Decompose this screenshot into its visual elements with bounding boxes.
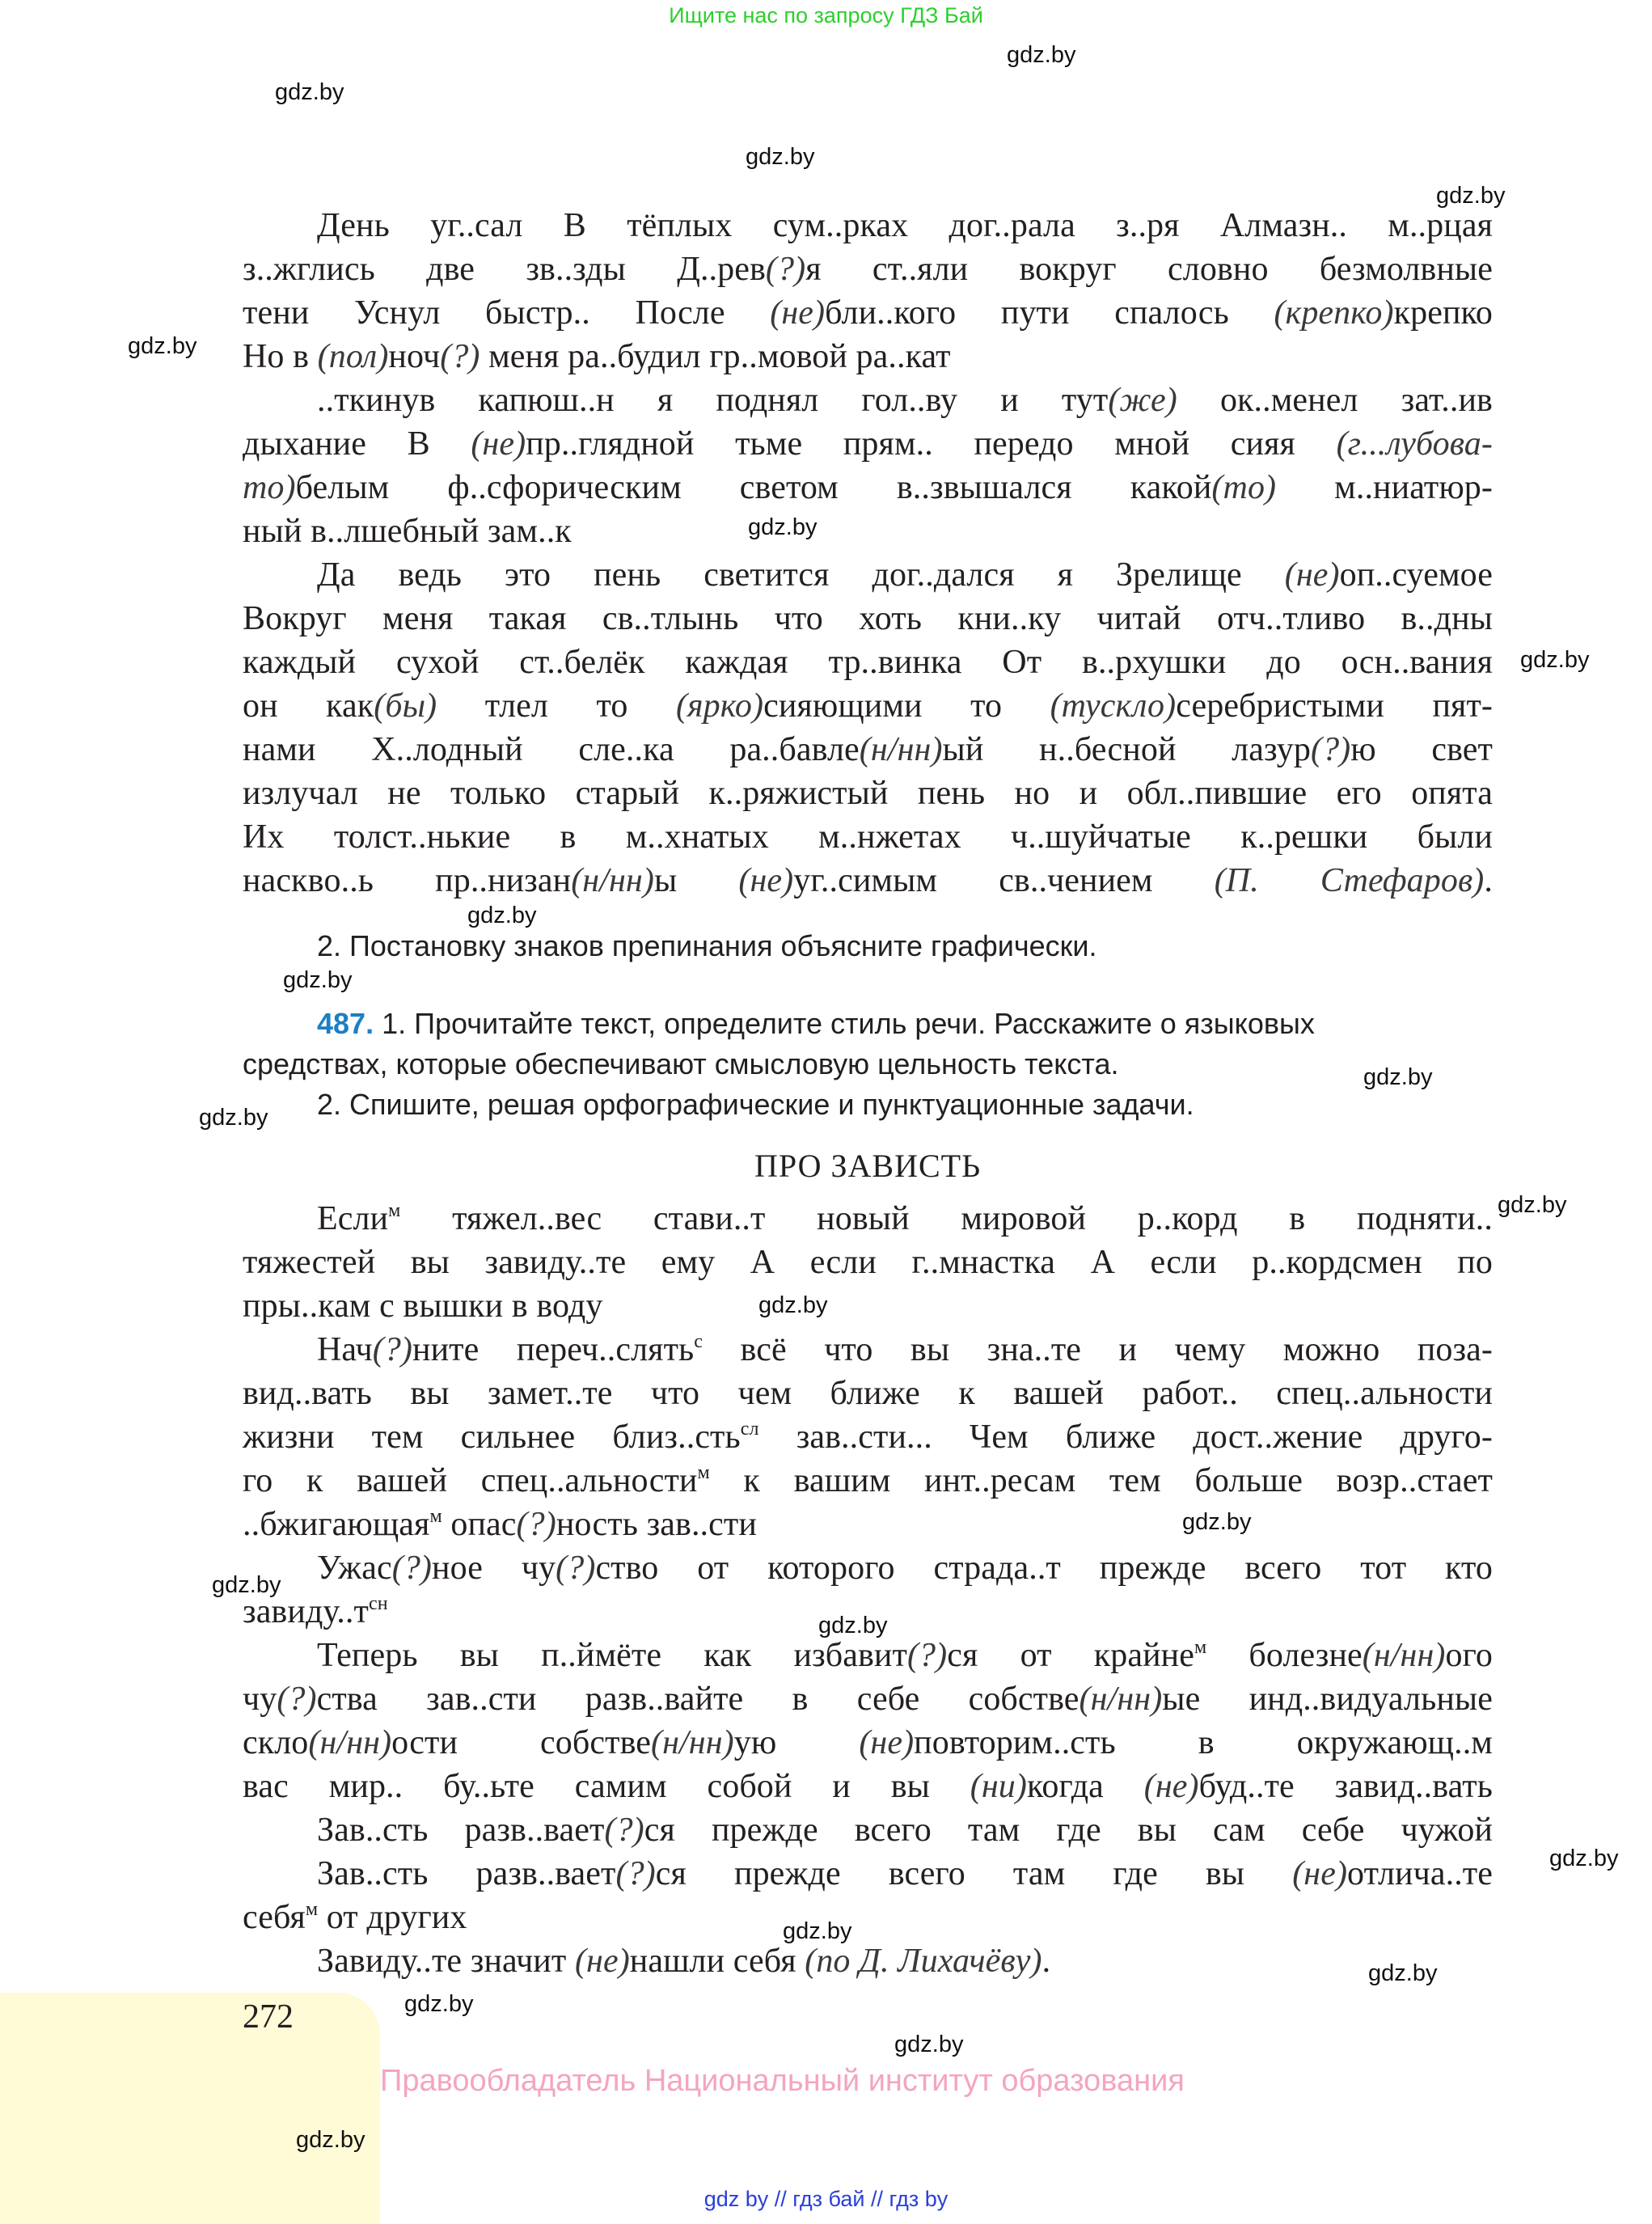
text-line: ..бжигающая$^м$ опас(?)ность зав..сти <box>243 1506 757 1543</box>
text-line: дыхание В (не)пр..глядной тьме прям.. передо мной сияя (г...лубова- <box>243 425 1493 463</box>
watermark: gdz.by <box>746 144 815 170</box>
watermark: gdz.by <box>1520 647 1590 673</box>
text-line: излучал не только старый к..ряжистый пень но и обл..пившие его опята <box>243 775 1493 812</box>
text-line: з..жглись две зв..зды Д..рев(?)я ст..яли вокруг словно безмолвные <box>243 251 1493 288</box>
text-line: чу(?)ства зав..сти разв..вайте в себе собстве(н/нн)ые инд..видуальные <box>243 1681 1493 1718</box>
text-line: ный в..лшебный зам..к <box>243 513 572 550</box>
text-line: Ужас(?)ное чу(?)ство от которого страда..т прежде всего тот кто <box>317 1550 1493 1587</box>
text-line: насквo..ь пр..низан(н/нн)ы (не)уг..симым св..чением (П. Стефаров). <box>243 862 1493 899</box>
text-line: каждый сухой ст..белёк каждая тр..винка От в..рхушки до осн..вания <box>243 644 1493 681</box>
watermark: gdz.by <box>1007 42 1076 68</box>
text-line: Их толст..нькие в м..хнатых м..нжетах ч..шуйчатые к..решки были <box>243 818 1493 856</box>
text-line: то)белым ф..сфорическим светом в..звышался какой(то) м..ниатюр- <box>243 469 1493 506</box>
copyright-notice: Правообладатель Национальный институт образования <box>380 2064 1185 2098</box>
watermark: gdz.by <box>1182 1509 1252 1535</box>
footer-links[interactable]: gdz by // гдз бай // гдз by <box>703 2187 949 2211</box>
passage-forest-stump <box>243 204 1493 903</box>
text-line: го к вашей спец..альности$^м$ к вашим инт..ресам тем больше возр..стает <box>243 1462 1493 1499</box>
search-hint-link[interactable]: Ищите нас по запросу ГДЗ Бай <box>669 3 983 27</box>
text-title: ПРО ЗАВИСТЬ <box>754 1148 982 1184</box>
text-line: Если$^м$ тяжел..вес стави..т новый мировой р..корд в подняти.. <box>317 1200 1493 1237</box>
text-line: скло(н/нн)ости собстве(н/нн)ую (не)повторим..сть в окружающ..м <box>243 1724 1493 1761</box>
text-line: Завиду..те значит (не)нашли себя (по Д. Лихачёву). <box>317 1943 1051 1980</box>
watermark: gdz.by <box>748 514 818 540</box>
watermark: gdz.by <box>404 1991 474 2017</box>
text-line: он как(бы) тлел то (ярко)сияющими то (тускло)серебристыми пят- <box>243 687 1493 725</box>
text-line: ..ткинув капюш..н я поднял гол..ву и тут(же) ок..менел зат..ив <box>317 382 1493 419</box>
text-line: вас мир.. бу..ьте самим собой и вы (ни)когда (не)буд..те завид..вать <box>243 1768 1493 1805</box>
text-line: Зав..сть разв..вает(?)ся прежде всего там где вы сам себе чужой <box>317 1812 1493 1849</box>
watermark: gdz.by <box>1436 183 1506 209</box>
page-number: 272 <box>243 1998 294 2036</box>
exercise-task-2: 2. Спишите, решая орфографические и пунктуационные задачи. <box>317 1088 1194 1121</box>
text-line: $завиду..т^{сн}$ <box>243 1593 388 1630</box>
exercise-number: 487. <box>317 1007 374 1040</box>
watermark: gdz.by <box>296 2127 365 2153</box>
task-punctuation: 2. Постановку знаков препинания объясните графически. <box>317 929 1097 962</box>
text-line: Да ведь это пень светится дог..дался я Зрелище (не)оп..суемое <box>317 556 1493 594</box>
text-line: нами Х..лодный сле..ка ра..бавле(н/нн)ый н..бесной лазур(?)ю свет <box>243 731 1493 768</box>
watermark: gdz.by <box>467 903 537 928</box>
watermark: gdz.by <box>818 1613 888 1638</box>
watermark: gdz.by <box>758 1292 828 1318</box>
text-line: пры..кам с вышки в воду <box>243 1287 603 1325</box>
exercise-task-1: 1. Прочитайте текст, определите стиль речи. Расскажите о языковых <box>374 1007 1315 1040</box>
exercise-header <box>317 1004 1315 1043</box>
watermark: gdz.by <box>275 79 344 105</box>
watermark: gdz.by <box>894 2032 964 2057</box>
passage-envy <box>243 1197 1493 1983</box>
watermark: gdz.by <box>783 1918 852 1944</box>
exercise-task-1-cont: средствах, которые обеспечивают смысловую цельность текста. <box>243 1047 1119 1080</box>
watermark: gdz.by <box>1549 1846 1619 1871</box>
watermark: gdz.by <box>128 333 197 359</box>
watermark: gdz.by <box>199 1105 268 1131</box>
text-line: Но в (пол)ноч(?) меня ра..будил гр..мовой ра..кат <box>243 338 951 375</box>
text-line: себя$^м$ от других <box>243 1899 467 1936</box>
text-line: Нач(?)ните переч..слять$^с$ всё что вы зна..те и чему можно поза- <box>317 1331 1493 1368</box>
text-line: Зав..сть разв..вает(?)ся прежде всего там где вы (не)отлича..те <box>317 1855 1493 1892</box>
text-line: тени Уснул быстр.. После (не)бли..кого пути спалось (крепко)крепко <box>243 294 1493 332</box>
text-line: Теперь вы п..ймёте как избавит(?)ся от крайне$^м$ болезне(н/нн)ого <box>317 1637 1493 1674</box>
watermark: gdz.by <box>1363 1064 1433 1090</box>
watermark: gdz.by <box>283 967 353 993</box>
watermark: gdz.by <box>1368 1960 1438 1986</box>
text-line: День уг..сал В тёплых сум..рках дог..рала з..ря Алмазн.. м..рцая <box>317 207 1493 244</box>
text-line: тяжестей вы завиду..те ему А если г..мнастка А если р..кордсмен по <box>243 1244 1493 1281</box>
text-line: вид..вать вы замет..те что чем ближе к вашей работ.. спец..альности <box>243 1375 1493 1412</box>
watermark: gdz.by <box>212 1572 281 1598</box>
text-line: жизни тем сильнее близ..сть$^{сл}$ зав..сти... Чем ближе дост..жение друго- <box>243 1419 1493 1456</box>
text-line: Вокруг меня такая св..тлынь что хоть кни..ку читай отч..тливо в..дны <box>243 600 1493 637</box>
watermark: gdz.by <box>1498 1192 1567 1218</box>
